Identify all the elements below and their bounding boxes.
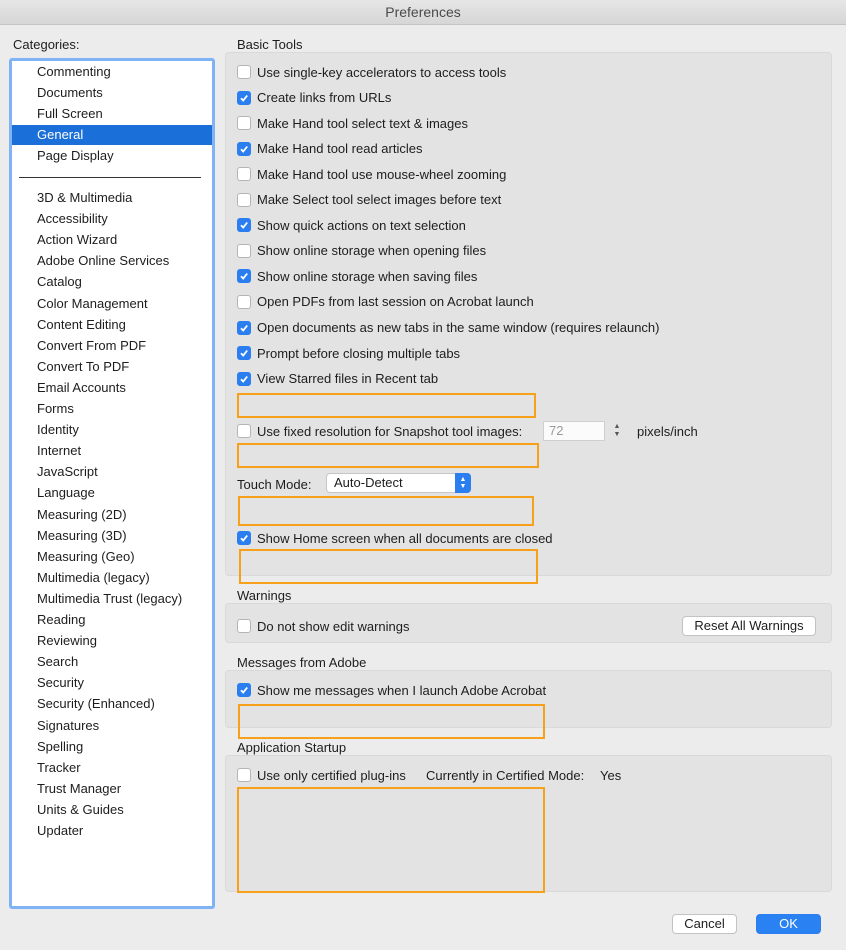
launch-messages-checkbox[interactable] bbox=[237, 683, 251, 697]
snapshot-resolution-input[interactable]: 72 bbox=[543, 421, 605, 441]
category-item[interactable]: Reading bbox=[37, 612, 86, 627]
option-checkbox[interactable] bbox=[237, 65, 251, 79]
snapshot-resolution-checkbox[interactable] bbox=[237, 424, 251, 438]
touch-mode-label: Touch Mode: bbox=[237, 477, 312, 492]
option-checkbox[interactable] bbox=[237, 321, 251, 335]
resolution-stepper[interactable] bbox=[611, 420, 623, 442]
basic-tools-option[interactable] bbox=[237, 216, 466, 234]
option-label: Prompt before closing multiple tabs bbox=[257, 345, 461, 361]
category-item[interactable]: Action Wizard bbox=[37, 232, 118, 248]
snapshot-resolution-label: Use fixed resolution for Snapshot tool images: bbox=[257, 423, 523, 439]
category-item[interactable]: Updater bbox=[37, 823, 84, 838]
category-item[interactable]: Email Accounts bbox=[37, 379, 126, 395]
category-general[interactable]: General bbox=[12, 125, 212, 145]
category-item[interactable]: Language bbox=[37, 485, 95, 501]
option-label: Make Hand tool select text & images bbox=[257, 115, 468, 131]
basic-tools-option[interactable] bbox=[237, 344, 460, 362]
highlight-box bbox=[237, 443, 539, 468]
option-label: Show quick actions on text selection bbox=[257, 217, 466, 233]
option-label: View Starred files in Recent tab bbox=[257, 371, 439, 387]
option-label: Show online storage when saving files bbox=[257, 268, 478, 284]
stepper-up-icon[interactable]: ▲ bbox=[613, 423, 621, 430]
category-page-display[interactable]: Page Display bbox=[37, 148, 114, 163]
category-item[interactable]: Spelling bbox=[37, 738, 84, 754]
category-item[interactable]: Security bbox=[37, 675, 84, 691]
category-item[interactable]: Multimedia Trust (legacy) bbox=[37, 590, 183, 606]
basic-tools-option[interactable] bbox=[237, 89, 391, 107]
categories-label: Categories: bbox=[13, 37, 80, 52]
category-divider bbox=[19, 177, 201, 178]
option-label: Show online storage when opening files bbox=[257, 243, 487, 259]
option-label: Open documents as new tabs in the same window (requires relaunch) bbox=[257, 320, 660, 335]
category-item[interactable]: Internet bbox=[37, 443, 82, 459]
category-item[interactable]: Identity bbox=[37, 422, 79, 438]
category-item[interactable]: Catalog bbox=[37, 274, 82, 290]
basic-tools-option[interactable] bbox=[237, 114, 468, 132]
category-item[interactable]: Security (Enhanced) bbox=[37, 696, 155, 712]
home-screen-label: Show Home screen when all documents are closed bbox=[257, 530, 553, 546]
category-commenting[interactable]: Commenting bbox=[37, 64, 111, 79]
option-checkbox[interactable] bbox=[237, 244, 251, 258]
certified-plugins-checkbox[interactable] bbox=[237, 768, 251, 782]
touch-mode-select[interactable] bbox=[326, 473, 471, 493]
category-item[interactable]: Reviewing bbox=[37, 633, 97, 649]
startup-title: Application Startup bbox=[237, 740, 347, 755]
reset-warnings-button[interactable]: Reset All Warnings bbox=[682, 616, 816, 636]
edit-warnings-label: Do not show edit warnings bbox=[257, 618, 410, 634]
home-screen-option[interactable] bbox=[237, 529, 553, 547]
option-checkbox[interactable] bbox=[237, 269, 251, 283]
option-label: Create links from URLs bbox=[257, 90, 392, 106]
option-checkbox[interactable] bbox=[237, 295, 251, 309]
launch-messages-option[interactable] bbox=[237, 681, 546, 699]
option-label: Use single-key accelerators to access tools bbox=[257, 64, 507, 80]
category-item[interactable]: Signatures bbox=[37, 717, 100, 733]
window-title: Preferences bbox=[0, 0, 846, 25]
resolution-units: pixels/inch bbox=[637, 424, 698, 439]
category-item[interactable]: Trust Manager bbox=[37, 780, 122, 796]
category-documents[interactable]: Documents bbox=[37, 85, 103, 100]
stepper-down-icon[interactable]: ▼ bbox=[613, 431, 621, 438]
edit-warnings-option[interactable] bbox=[237, 617, 409, 635]
highlight-box bbox=[238, 496, 534, 526]
category-item[interactable]: Measuring (2D) bbox=[37, 506, 127, 522]
option-checkbox[interactable] bbox=[237, 116, 251, 130]
category-item[interactable]: Units & Guides bbox=[37, 801, 124, 817]
option-checkbox[interactable] bbox=[237, 193, 251, 207]
category-item[interactable]: Adobe Online Services bbox=[37, 253, 170, 269]
basic-tools-option[interactable] bbox=[237, 63, 506, 81]
select-arrows-icon[interactable]: ▲ ▼ bbox=[455, 473, 471, 493]
snapshot-resolution-option[interactable] bbox=[237, 422, 522, 440]
option-label: Make Hand tool use mouse-wheel zooming bbox=[257, 166, 507, 182]
launch-messages-label: Show me messages when I launch Adobe Acrobat bbox=[257, 682, 547, 698]
category-item[interactable]: Multimedia (legacy) bbox=[37, 569, 150, 585]
category-item[interactable]: Measuring (Geo) bbox=[37, 548, 135, 564]
category-item[interactable]: Measuring (3D) bbox=[37, 527, 127, 543]
basic-tools-option[interactable] bbox=[237, 370, 438, 388]
category-item[interactable]: Accessibility bbox=[37, 211, 108, 227]
option-label: Open PDFs from last session on Acrobat launch bbox=[257, 294, 534, 310]
basic-tools-option[interactable] bbox=[237, 165, 506, 183]
edit-warnings-checkbox[interactable] bbox=[237, 619, 251, 633]
category-item[interactable]: Forms bbox=[37, 401, 74, 416]
cancel-button[interactable]: Cancel bbox=[672, 914, 737, 934]
ok-button[interactable]: OK bbox=[756, 914, 821, 934]
messages-title: Messages from Adobe bbox=[237, 655, 367, 670]
category-item[interactable]: Search bbox=[37, 654, 79, 670]
highlight-box bbox=[237, 393, 536, 418]
option-checkbox[interactable] bbox=[237, 167, 251, 181]
highlight-box bbox=[237, 787, 545, 893]
category-item[interactable]: Convert To PDF bbox=[37, 358, 130, 374]
category-item[interactable]: Tracker bbox=[37, 759, 81, 775]
home-screen-checkbox[interactable] bbox=[237, 531, 251, 545]
certified-plugins-label: Use only certified plug-ins bbox=[257, 767, 406, 783]
basic-tools-option[interactable] bbox=[237, 191, 501, 209]
option-checkbox[interactable] bbox=[237, 91, 251, 105]
category-item[interactable]: JavaScript bbox=[37, 464, 98, 480]
basic-tools-option[interactable] bbox=[237, 293, 534, 311]
basic-tools-option[interactable] bbox=[237, 242, 486, 260]
warnings-title: Warnings bbox=[237, 588, 292, 603]
category-item[interactable]: Convert From PDF bbox=[37, 337, 147, 353]
categories-list[interactable] bbox=[9, 58, 215, 909]
category-full-screen[interactable]: Full Screen bbox=[37, 106, 103, 121]
category-item[interactable]: Color Management bbox=[37, 295, 148, 311]
basic-tools-title: Basic Tools bbox=[237, 37, 303, 52]
basic-tools-option[interactable] bbox=[237, 140, 422, 158]
category-item[interactable]: Content Editing bbox=[37, 316, 126, 332]
option-checkbox[interactable] bbox=[237, 346, 251, 360]
touch-mode-value: Auto-Detect bbox=[334, 475, 403, 490]
category-item[interactable]: 3D & Multimedia bbox=[37, 190, 133, 205]
option-label: Make Select tool select images before text bbox=[257, 192, 502, 208]
option-checkbox[interactable] bbox=[237, 142, 251, 156]
basic-tools-option[interactable] bbox=[237, 267, 477, 285]
highlight-box bbox=[239, 549, 538, 584]
certified-mode-value: Yes bbox=[600, 768, 622, 783]
option-label: Make Hand tool read articles bbox=[257, 141, 423, 157]
option-checkbox[interactable] bbox=[237, 218, 251, 232]
highlight-box bbox=[238, 704, 545, 739]
certified-plugins-option[interactable] bbox=[237, 766, 406, 784]
option-checkbox[interactable] bbox=[237, 372, 251, 386]
certified-mode-label: Currently in Certified Mode: bbox=[426, 768, 585, 783]
basic-tools-option[interactable] bbox=[237, 319, 660, 337]
